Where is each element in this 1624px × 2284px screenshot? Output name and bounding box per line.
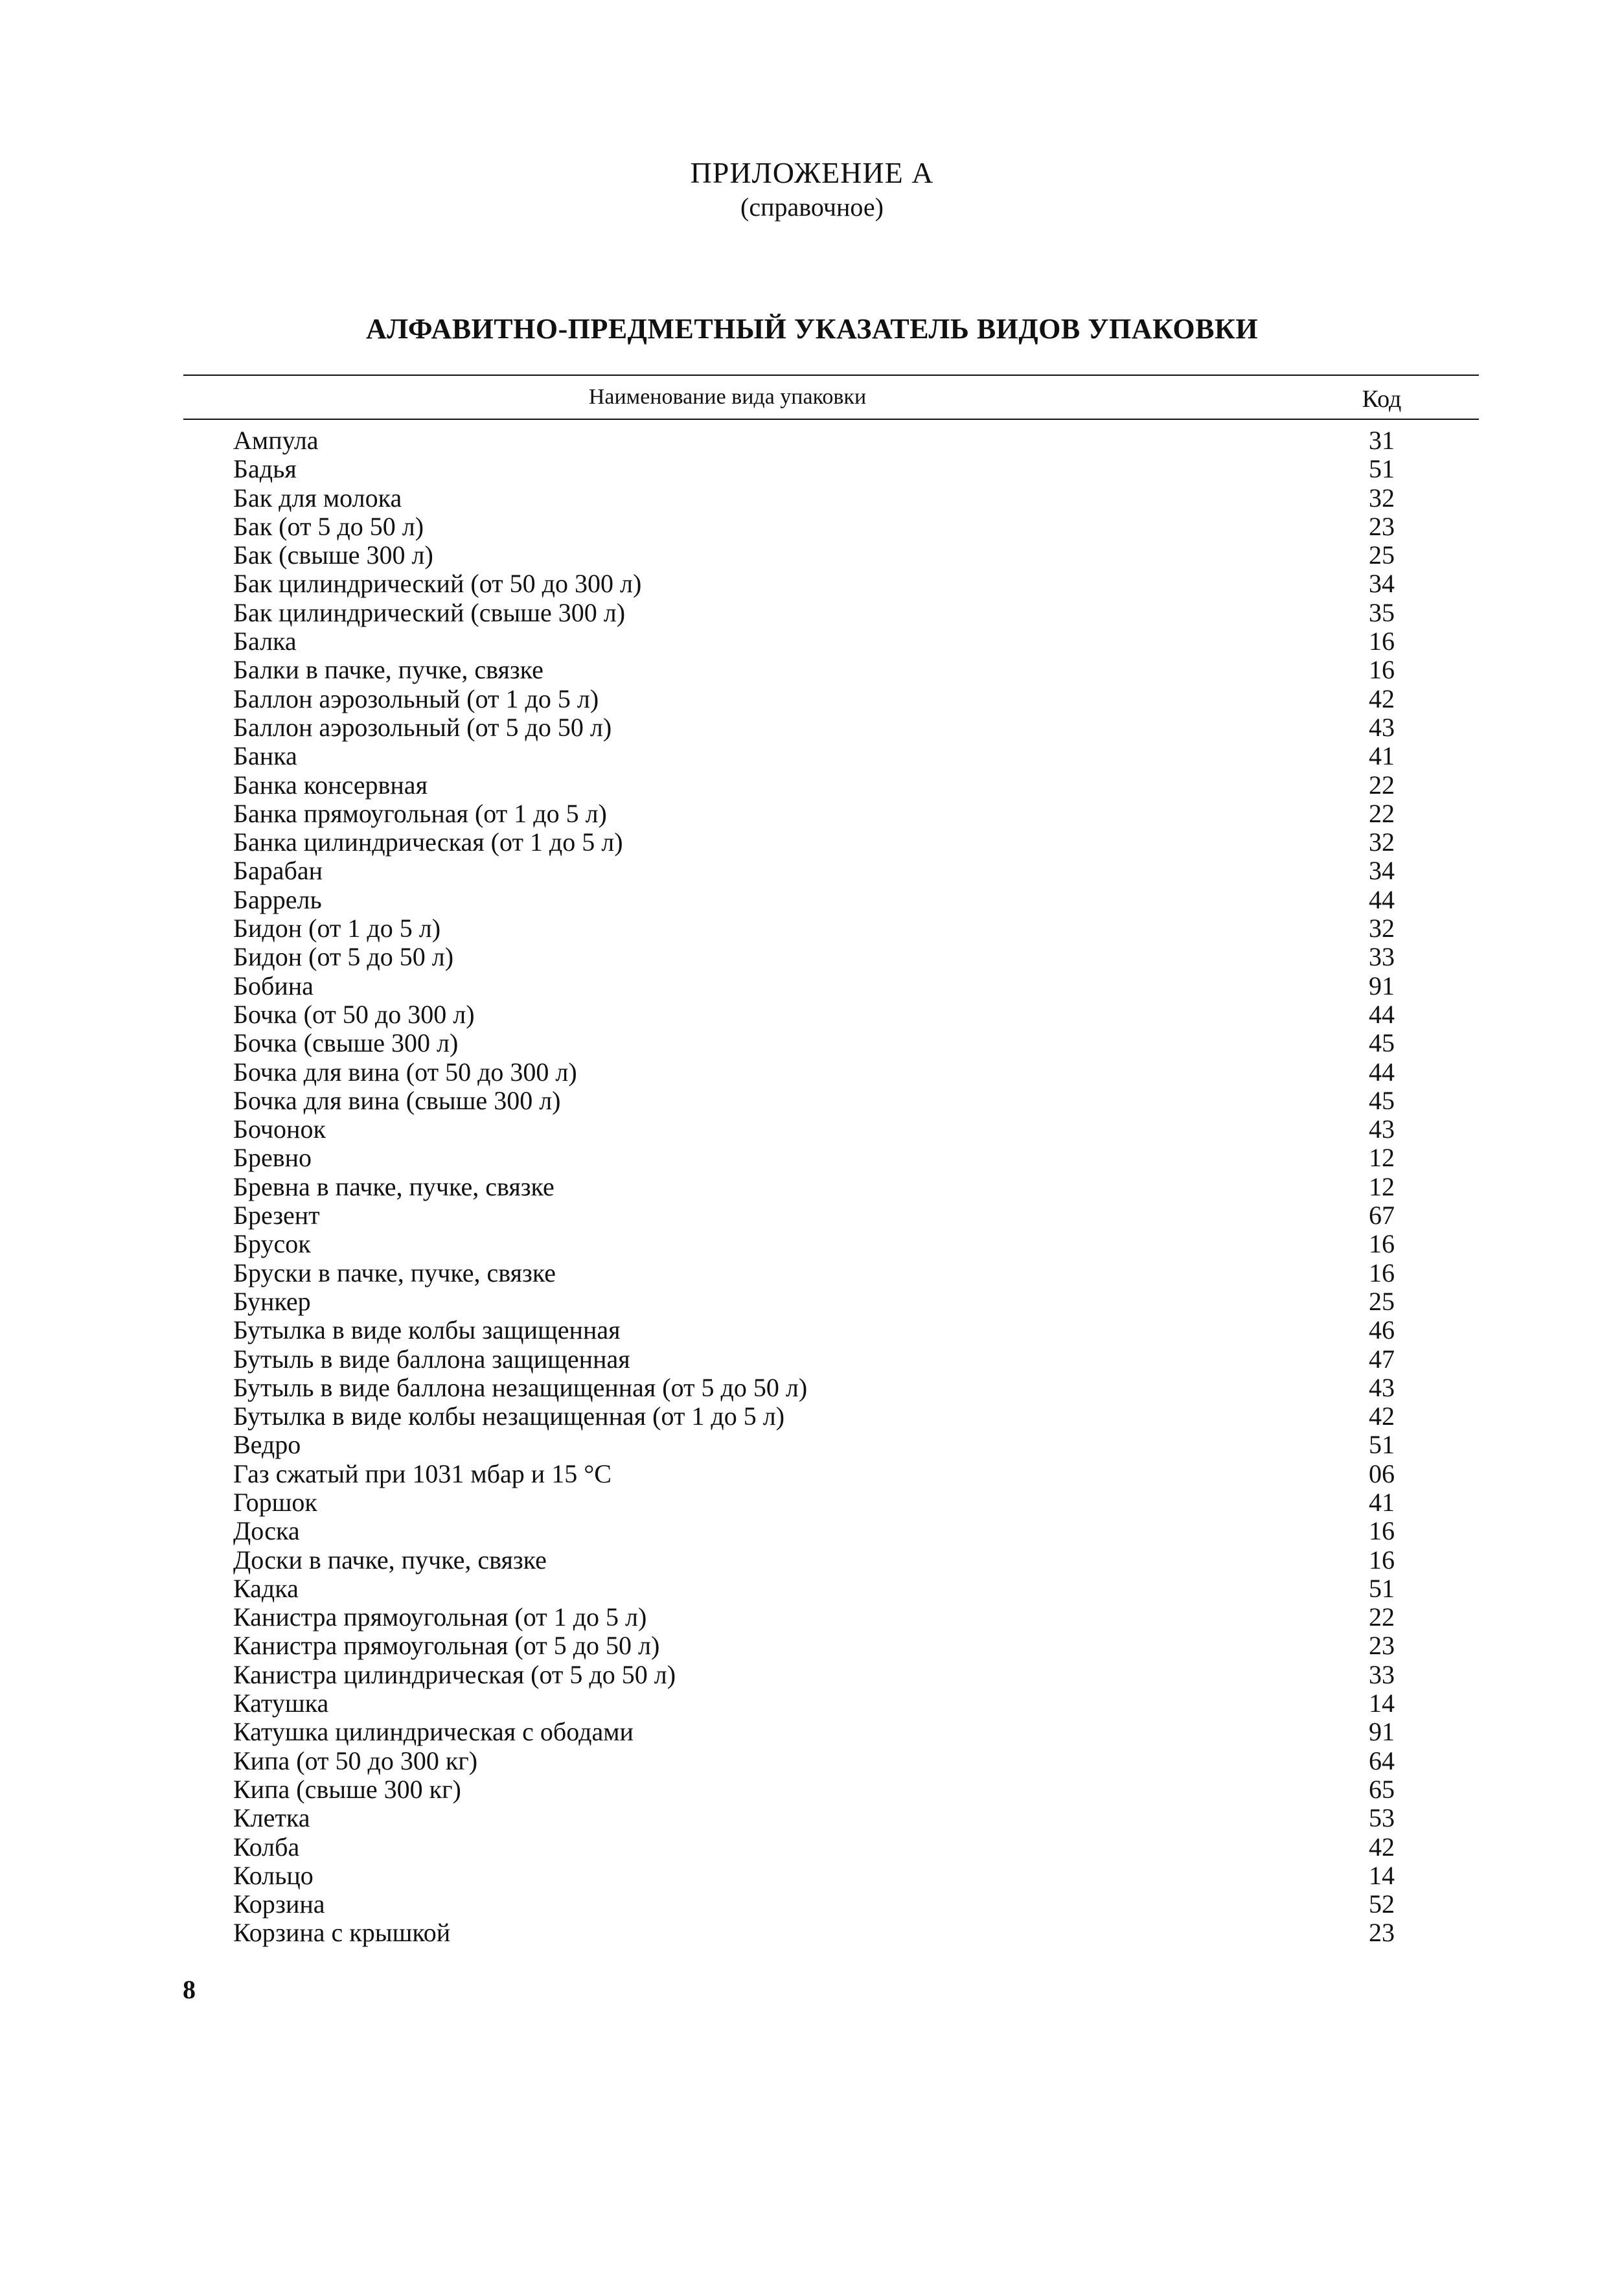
table-row (183, 1575, 1479, 1603)
table-row (183, 1517, 1479, 1545)
packaging-name: Бак для молока (233, 483, 402, 513)
packaging-code: 42 (1369, 1832, 1395, 1862)
packaging-code: 22 (1369, 1602, 1395, 1632)
packaging-code: 43 (1369, 1114, 1395, 1144)
table-row (183, 1661, 1479, 1689)
packaging-name: Бункер (233, 1286, 311, 1316)
packaging-code: 41 (1369, 741, 1395, 771)
packaging-name: Ампула (233, 426, 319, 455)
table-row (183, 1775, 1479, 1804)
table-row (183, 1919, 1479, 1947)
table-row (183, 1316, 1479, 1344)
packaging-code: 12 (1369, 1171, 1395, 1201)
packaging-name: Бочонок (233, 1114, 326, 1144)
table-row (183, 627, 1479, 656)
table-row (183, 828, 1479, 857)
table-row (183, 1603, 1479, 1632)
packaging-name: Бак цилиндрический (свыше 300 л) (233, 597, 626, 627)
table-row (183, 426, 1479, 455)
appendix-title: ПРИЛОЖЕНИЕ А (690, 156, 934, 189)
packaging-name: Канистра прямоугольная (от 1 до 5 л) (233, 1602, 647, 1632)
table-row (183, 1488, 1479, 1517)
table-row (183, 1402, 1479, 1431)
table-row (183, 1546, 1479, 1575)
packaging-name: Балки в пачке, пучке, связке (233, 655, 543, 685)
packaging-code: 25 (1369, 540, 1395, 570)
packaging-code: 31 (1369, 426, 1395, 455)
packaging-name: Кольцо (233, 1860, 314, 1890)
table-row (183, 857, 1479, 885)
packaging-name: Бидон (от 5 до 50 л) (233, 942, 454, 972)
packaging-code: 34 (1369, 569, 1395, 599)
table-row (183, 1173, 1479, 1201)
packaging-code: 32 (1369, 827, 1395, 857)
table-row (183, 455, 1479, 483)
packaging-name: Газ сжатый при 1031 мбар и 15 °С (233, 1459, 612, 1488)
packaging-code: 16 (1369, 1545, 1395, 1575)
packaging-code: 23 (1369, 511, 1395, 541)
packaging-code: 06 (1369, 1459, 1395, 1488)
table-row (183, 656, 1479, 684)
column-header-name: Наименование вида упаковки (588, 385, 867, 409)
table-row (183, 599, 1479, 627)
table-row (183, 1804, 1479, 1832)
packaging-name: Корзина (233, 1889, 325, 1919)
table-row (183, 1058, 1479, 1087)
table-row (183, 1115, 1479, 1144)
packaging-code: 33 (1369, 1659, 1395, 1689)
table-body (183, 420, 1479, 1948)
packaging-code: 51 (1369, 1430, 1395, 1460)
packaging-code: 12 (1369, 1143, 1395, 1173)
packaging-code: 25 (1369, 1286, 1395, 1316)
packaging-name: Катушка цилиндрическая с ободами (233, 1717, 634, 1747)
packaging-code: 16 (1369, 655, 1395, 685)
packaging-name: Кипа (от 50 до 300 кг) (233, 1746, 478, 1775)
packaging-code: 45 (1369, 1085, 1395, 1115)
packaging-code: 23 (1369, 1631, 1395, 1661)
table-row (183, 541, 1479, 570)
packaging-name: Бак (от 5 до 50 л) (233, 511, 424, 541)
packaging-code: 46 (1369, 1315, 1395, 1345)
table-row (183, 886, 1479, 914)
packaging-name: Доски в пачке, пучке, связке (233, 1545, 547, 1575)
packaging-code: 22 (1369, 798, 1395, 828)
packaging-name: Корзина с крышкой (233, 1918, 451, 1948)
table-row (183, 742, 1479, 770)
packaging-name: Бревна в пачке, пучке, связке (233, 1171, 555, 1201)
packaging-code: 44 (1369, 884, 1395, 914)
packaging-name: Бочка для вина (от 50 до 300 л) (233, 1057, 577, 1087)
table-row (183, 570, 1479, 598)
packaging-code: 47 (1369, 1344, 1395, 1374)
table-row (183, 1230, 1479, 1258)
packaging-code: 91 (1369, 1717, 1395, 1747)
table-row (183, 1087, 1479, 1115)
packaging-code: 41 (1369, 1487, 1395, 1517)
packaging-name: Горшок (233, 1487, 317, 1517)
table-row (183, 513, 1479, 541)
packaging-name: Бобина (233, 971, 314, 1000)
packaging-code: 64 (1369, 1746, 1395, 1775)
packaging-name: Канистра цилиндрическая (от 5 до 50 л) (233, 1659, 676, 1689)
packaging-code: 34 (1369, 856, 1395, 886)
packaging-name: Бревно (233, 1143, 312, 1173)
table-row (183, 1000, 1479, 1029)
packaging-name: Кадка (233, 1573, 299, 1603)
packaging-name: Балка (233, 627, 297, 656)
packaging-code: 44 (1369, 1057, 1395, 1087)
packaging-code: 33 (1369, 942, 1395, 972)
index-title: АЛФАВИТНО-ПРЕДМЕТНЫЙ УКАЗАТЕЛЬ ВИДОВ УПАКОВКИ (365, 313, 1259, 345)
packaging-code: 65 (1369, 1774, 1395, 1804)
table-row (183, 1689, 1479, 1718)
packaging-code: 14 (1369, 1860, 1395, 1890)
packaging-name: Бруски в пачке, пучке, связке (233, 1258, 556, 1287)
table-row (183, 1201, 1479, 1230)
packaging-code: 51 (1369, 1573, 1395, 1603)
table-row (183, 1833, 1479, 1862)
packaging-name: Банка (233, 741, 297, 771)
packaging-name: Бутылка в виде колбы защищенная (233, 1315, 621, 1345)
packaging-name: Брезент (233, 1201, 320, 1230)
packaging-code: 16 (1369, 1516, 1395, 1546)
packaging-index-table (183, 375, 1479, 1948)
table-row (183, 1747, 1479, 1775)
packaging-name: Бадья (233, 454, 297, 484)
packaging-code: 52 (1369, 1889, 1395, 1919)
packaging-name: Банка прямоугольная (от 1 до 5 л) (233, 798, 607, 828)
packaging-code: 91 (1369, 971, 1395, 1000)
table-row (183, 1718, 1479, 1746)
packaging-code: 42 (1369, 684, 1395, 713)
table-row (183, 1374, 1479, 1402)
packaging-name: Барабан (233, 856, 323, 886)
packaging-name: Катушка (233, 1689, 329, 1718)
packaging-name: Бутылка в виде колбы незащищенная (от 1 до 5 л) (233, 1402, 785, 1431)
table-row (183, 685, 1479, 713)
packaging-name: Доска (233, 1516, 300, 1546)
table-row (183, 1259, 1479, 1287)
table-row (183, 972, 1479, 1000)
table-row (183, 1029, 1479, 1057)
packaging-code: 43 (1369, 1372, 1395, 1402)
table-row (183, 484, 1479, 513)
table-row (183, 771, 1479, 800)
table-row (183, 713, 1479, 742)
packaging-name: Бутыль в виде баллона незащищенная (от 5 до 50 л) (233, 1372, 808, 1402)
packaging-name: Бочка (от 50 до 300 л) (233, 999, 475, 1029)
table-row (183, 1287, 1479, 1316)
packaging-code: 16 (1369, 1229, 1395, 1259)
packaging-name: Бак (свыше 300 л) (233, 540, 433, 570)
packaging-name: Банка консервная (233, 770, 428, 800)
table-row (183, 800, 1479, 828)
packaging-name: Канистра прямоугольная (от 5 до 50 л) (233, 1631, 660, 1661)
packaging-code: 44 (1369, 999, 1395, 1029)
packaging-name: Бочка для вина (свыше 300 л) (233, 1085, 561, 1115)
packaging-name: Кипа (свыше 300 кг) (233, 1774, 461, 1804)
packaging-name: Баррель (233, 884, 322, 914)
packaging-code: 42 (1369, 1402, 1395, 1431)
packaging-code: 45 (1369, 1028, 1395, 1058)
table-row (183, 1144, 1479, 1172)
table-row (183, 1890, 1479, 1919)
packaging-code: 16 (1369, 627, 1395, 656)
table-header-row (183, 376, 1479, 419)
packaging-name: Баллон аэрозольный (от 5 до 50 л) (233, 712, 612, 742)
table-row (183, 914, 1479, 943)
packaging-name: Банка цилиндрическая (от 1 до 5 л) (233, 827, 623, 857)
appendix-subtitle: (справочное) (740, 192, 884, 222)
packaging-name: Колба (233, 1832, 300, 1862)
packaging-code: 32 (1369, 914, 1395, 943)
table-row (183, 1632, 1479, 1660)
packaging-code: 14 (1369, 1689, 1395, 1718)
packaging-code: 67 (1369, 1201, 1395, 1230)
packaging-name: Ведро (233, 1430, 301, 1460)
packaging-name: Бутыль в виде баллона защищенная (233, 1344, 630, 1374)
packaging-name: Баллон аэрозольный (от 1 до 5 л) (233, 684, 599, 713)
packaging-code: 22 (1369, 770, 1395, 800)
packaging-code: 53 (1369, 1803, 1395, 1833)
table-row (183, 1431, 1479, 1459)
packaging-code: 32 (1369, 483, 1395, 513)
packaging-name: Бак цилиндрический (от 50 до 300 л) (233, 569, 642, 599)
packaging-name: Клетка (233, 1803, 310, 1833)
packaging-code: 35 (1369, 597, 1395, 627)
table-row (183, 943, 1479, 971)
table-row (183, 1862, 1479, 1890)
packaging-name: Брусок (233, 1229, 311, 1259)
packaging-code: 51 (1369, 454, 1395, 484)
column-header-code: Код (1362, 386, 1402, 413)
packaging-code: 23 (1369, 1918, 1395, 1948)
packaging-name: Бочка (свыше 300 л) (233, 1028, 459, 1058)
table-row (183, 1345, 1479, 1374)
table-row (183, 1460, 1479, 1488)
packaging-code: 43 (1369, 712, 1395, 742)
page-number: 8 (183, 1975, 196, 2004)
packaging-name: Бидон (от 1 до 5 л) (233, 914, 441, 943)
packaging-code: 16 (1369, 1258, 1395, 1287)
